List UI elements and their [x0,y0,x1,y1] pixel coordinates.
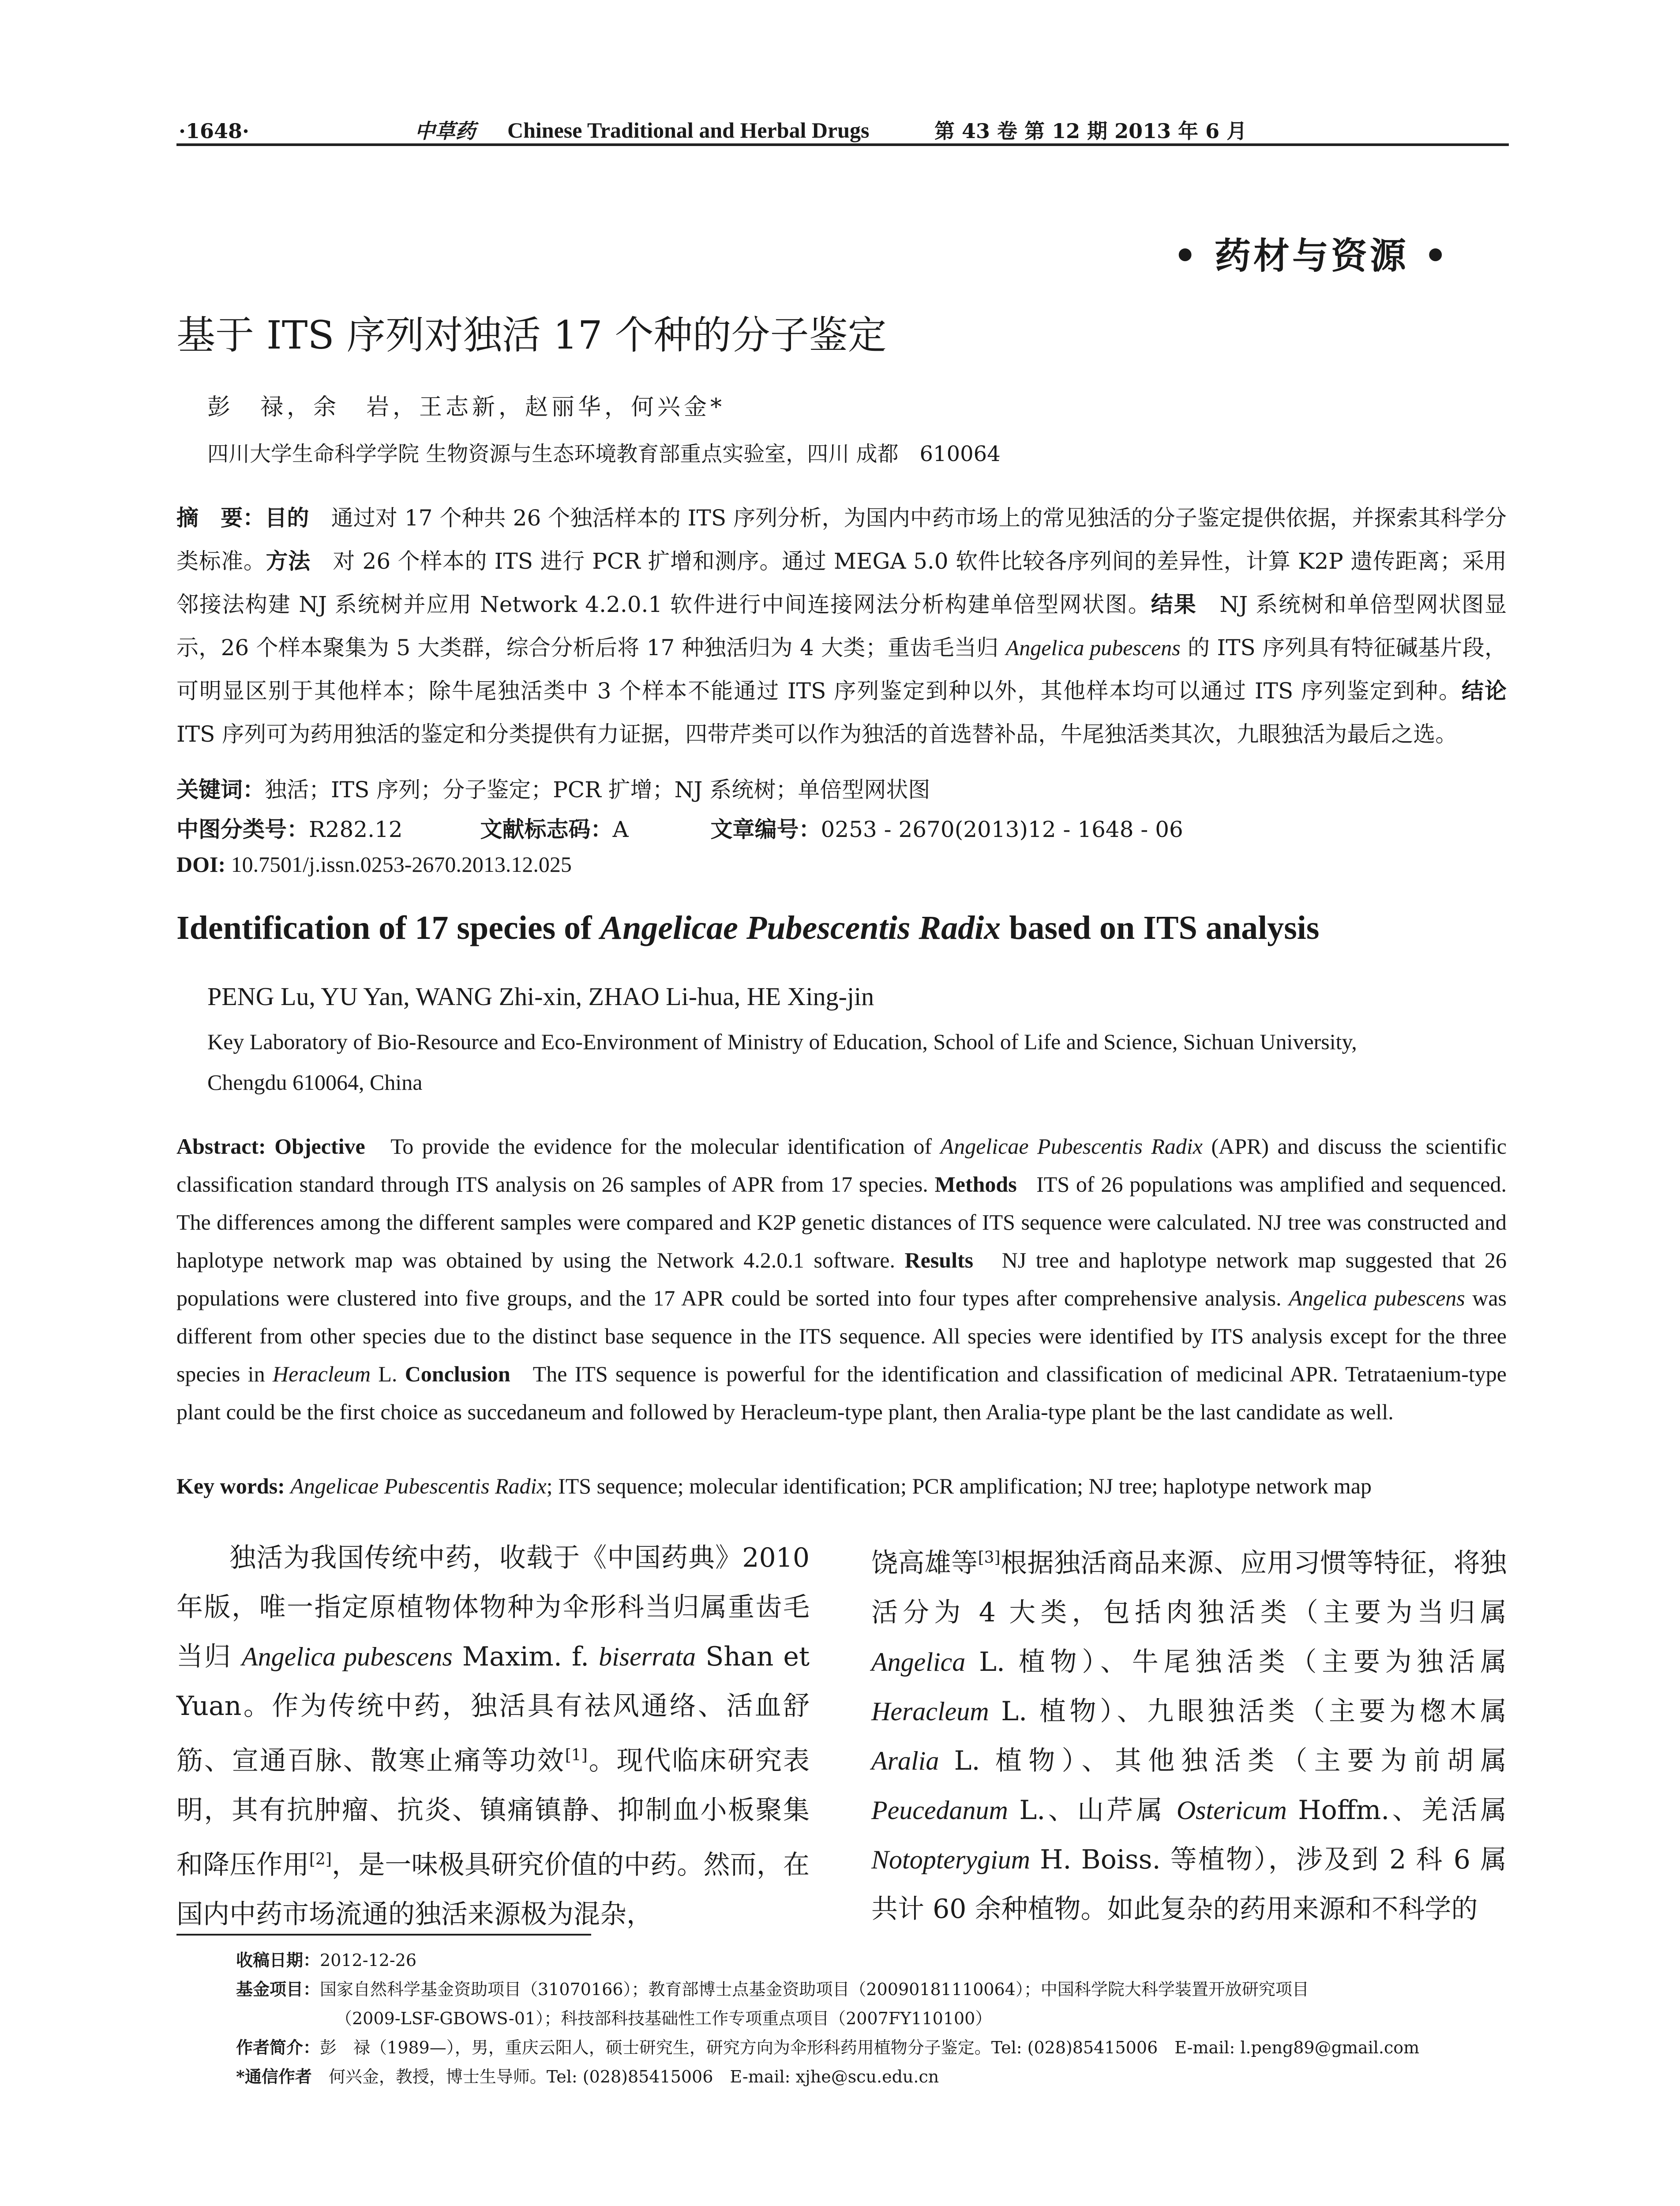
body-left-species1: Angelica pubescens [241,1642,453,1671]
abstract-en-label: Abstract: Objective [176,1134,365,1159]
methods-label: 方法 [266,548,311,574]
abstract-en-results-b: was different from other species due to the distinct base sequence in the ITS sequence. All species were identified by ITS analysis except for the three species in [176,1286,1507,1386]
corresponding-text: 何兴金，教授，博士生导师。Tel: (028)85415006 E-mail: xjhe@scu.edu.cn [328,2067,939,2086]
title-en [176,909,1320,947]
genus-ostericum: Ostericum [1176,1796,1287,1825]
footnote-received [236,1946,416,1975]
body-left-p3: Shan et Yuan。作为传统中药，独活具有祛风通络、活血舒筋、宣通百脉、散寒止痛等功效 [176,1641,810,1776]
body-right-p5: L. 植物）、其他独活类（主要为前胡属 [939,1745,1507,1776]
results-text-b: 的 ITS 序列具有特征碱基片段，可明显区别于其他样本；除牛尾独活类中 3 个样本不能通过 ITS 序列鉴定到种以外，其他样本均可以通过 ITS 序列鉴定到种。 [176,635,1507,704]
doi-value: 10.7501/j.issn.0253-2670.2013.12.025 [231,852,572,877]
body-right-p7: Hoffm.、羌活属 [1286,1795,1507,1826]
results-species: Angelica pubescens [1005,635,1181,660]
abstract-en-objective-a: To provide the evidence for the molecular identification of [390,1134,941,1159]
affiliation-en-line1: Key Laboratory of Bio-Resource and Eco-Environment of Ministry of Education, School of Life and Science, Sichuan University, [207,1029,1357,1054]
abstract-en-methods-label: Methods [934,1172,1017,1197]
abstract-en-objective-b: (APR) and discuss the scientific classification standard through ITS analysis on 26 samples of APR from 17 species. [176,1134,1507,1197]
authors-cn: 彭 禄，余 岩，王志新，赵丽华，何兴金* [207,394,726,420]
body-right-p1: 饶高雄等 [871,1548,978,1579]
results-text-a: NJ 系统树和单倍型网状图显示，26 个样本聚集为 5 大类群，综合分析后将 17 种独活归为 4 大类；重齿毛当归 [176,592,1507,660]
abstract-en [176,1127,1507,1431]
affiliation-en-line2: Chengdu 610064, China [207,1070,423,1095]
fund-line1: 国家自然科学基金资助项目（31070166）；教育部博士点基金资助项目（20090181110064）；中国科学院大科学装置开放研究项目 [320,1980,1309,1999]
header-rule [176,143,1509,146]
bio-text: 彭 禄（1989—），男，重庆云阳人，硕士研究生，研究方向为伞形科药用植物分子鉴定。Tel: (028)85415006 E-mail: l.peng89@gmail.com [320,2038,1420,2057]
objective-label: 目的 [265,505,309,531]
corresponding-label: *通信作者 [236,2067,312,2086]
page-number: ·1648· [179,119,250,143]
methods-text: 对 26 个样本的 ITS 进行 PCR 扩增和测序。通过 MEGA 5.0 软件比较各序列间的差异性，计算 K2P 遗传距离；采用邻接法构建 NJ 系统树并应用 Network 4.2.0.1 软件进行中间连接网法分析构建单倍型网状图。 [176,548,1507,617]
authors-en: PENG Lu, YU Yan, WANG Zhi-xin, ZHAO Li-hua, HE Xing-jin [207,982,874,1011]
title-cn: 基于 ITS 序列对独活 17 个种的分子鉴定 [176,312,887,358]
footnote-rule [176,1934,591,1936]
journal-name-en: Chinese Traditional and Herbal Drugs [507,118,870,143]
body-right-p2: 根据独活商品来源、应用习惯等特征，将独活分为 4 大类，包括肉独活类（主要为当归属 [871,1548,1507,1628]
body-right-p3: L. 植物）、牛尾独活类（主要为独活属 [965,1647,1507,1677]
article-value: 0253 - 2670(2013)12 - 1648 - 06 [821,817,1183,842]
abstract-en-conclusion-label: Conclusion [405,1362,510,1386]
body-right-p6: L.、山芹属 [1008,1795,1177,1826]
title-en-a: Identification of 17 species of [176,909,600,946]
abstract-en-conclusion: The ITS sequence is powerful for the identification and classification of medicinal APR. Tetrataenium-type plant could be the first choice as succedaneum and followed by Heracleum-type plant, then Aralia-type plant be the last candidate as well. [176,1362,1507,1424]
article-label: 文章编号： [710,816,821,842]
footnote-corresponding [236,2062,1511,2091]
affiliation-cn: 四川大学生命科学学院 生物资源与生态环境教育部重点实验室，四川 成都 610064 [207,442,1001,466]
keywords-en-rest: ; ITS sequence; molecular identification; PCR amplification; NJ tree; haplotype network map [546,1474,1372,1498]
body-left-p1: 独活为我国传统中药，收载于《中国药典》2010 年版，唯一指定原植物体物种为伞形科当归属重齿毛当归 [176,1542,810,1672]
section-tag: • 药材与资源 • [1174,235,1450,277]
genus-peucedanum: Peucedanum [871,1796,1008,1825]
body-left-p4: 。现代临床研究表明，其有抗肿瘤、抗炎、镇痛镇静、抑制血小板聚集和降压作用 [176,1745,810,1880]
title-en-italic: Angelicae Pubescentis Radix [600,909,1001,946]
reference-2[interactable]: [2] [309,1850,332,1868]
body-left-p2: Maxim. f. [452,1641,599,1672]
objective-text: 通过对 17 个种共 26 个独活样本的 ITS 序列分析，为国内中药市场上的常见独活的分子鉴定提供依据，并探索其科学分类标准。 [176,505,1507,574]
body-right-p8: H. Boiss. 等植物），涉及到 2 科 6 属共计 60 余种植物。如此复杂的药用来源和不科学的 [871,1844,1507,1925]
genus-aralia: Aralia [871,1746,939,1775]
doi-line [176,852,572,877]
keywords-cn [176,772,930,804]
body-left-species2: biserrata [599,1642,696,1671]
abstract-en-results-a: NJ tree and haplotype network map suggested that 26 populations were clustered into five groups, and the 17 APR could be sorted into four types after comprehensive analysis. [176,1248,1507,1310]
keywords-cn-label: 关键词： [176,777,265,803]
bio-label: 作者简介： [236,2037,320,2057]
genus-angelica: Angelica [871,1647,966,1677]
body-right-p4: L. 植物）、九眼独活类（主要为楤木属 [989,1696,1507,1727]
classification-line [176,812,1500,844]
affiliation-en [207,1021,1509,1103]
abstract-en-objective-i: Angelicae Pubescentis Radix [940,1134,1203,1159]
received-date: 2012-12-26 [320,1951,417,1970]
genus-notopterygium: Notopterygium [871,1845,1030,1874]
doc-label: 文献标志码： [480,816,613,842]
genus-heracleum: Heracleum [871,1697,989,1726]
journal-name-cn: 中草药 [415,119,476,143]
reference-1[interactable]: [1] [565,1746,588,1764]
journal-issue: 第 43 卷 第 12 期 2013 年 6 月 [934,119,1247,143]
conclusion-label: 结论 [1462,678,1507,704]
keywords-en-label: Key words: [176,1474,285,1498]
abstract-en-results-c: L. [371,1362,405,1386]
abstract-en-methods: ITS of 26 populations was amplified and sequenced. The differences among the different samples were compared and K2P genetic distances of ITS sequence were calculated. NJ tree was constructed and haplotype network map was obtained by using the Network 4.2.0.1 software. [176,1172,1507,1272]
keywords-en [176,1467,1507,1505]
conclusion-text: ITS 序列可为药用独活的鉴定和分类提供有力证据，四带芹类可以作为独活的首选替补品，牛尾独活类其次，九眼独活为最后之选。 [176,721,1458,747]
doi-label: DOI: [176,852,226,877]
body-left-column [176,1533,810,1939]
reference-3[interactable]: [3] [978,1549,1001,1567]
footnote-bio [236,2033,1511,2062]
title-en-b: based on ITS analysis [1001,909,1320,946]
keywords-cn-text: 独活；ITS 序列；分子鉴定；PCR 扩增；NJ 系统树；单倍型网状图 [265,777,930,803]
clc-value: R282.12 [309,817,403,842]
keywords-en-italic: Angelicae Pubescentis Radix [290,1474,547,1498]
abstract-en-results-i: Angelica pubescens [1289,1286,1465,1310]
abstract-en-results-label: Results [904,1248,974,1272]
doc-value: A [612,817,629,842]
body-right-column [871,1533,1507,1934]
abstract-en-results-i2: Heracleum [272,1362,371,1386]
received-label: 收稿日期： [236,1950,320,1970]
footnote-fund [236,1975,1511,2033]
clc-label: 中图分类号： [176,816,309,842]
abstract-cn-label: 摘 要： [176,505,265,531]
abstract-cn [176,496,1507,756]
body-left-p5: ，是一味极具研究价值的中药。然而，在国内中药市场流通的独活来源极为混杂， [176,1850,810,1930]
results-label: 结果 [1151,591,1197,617]
fund-line2: （2009-LSF-GBOWS-01）；科技部科技基础性工作专项重点项目（2007FY110100） [335,2009,992,2028]
fund-label: 基金项目： [236,1979,320,1999]
